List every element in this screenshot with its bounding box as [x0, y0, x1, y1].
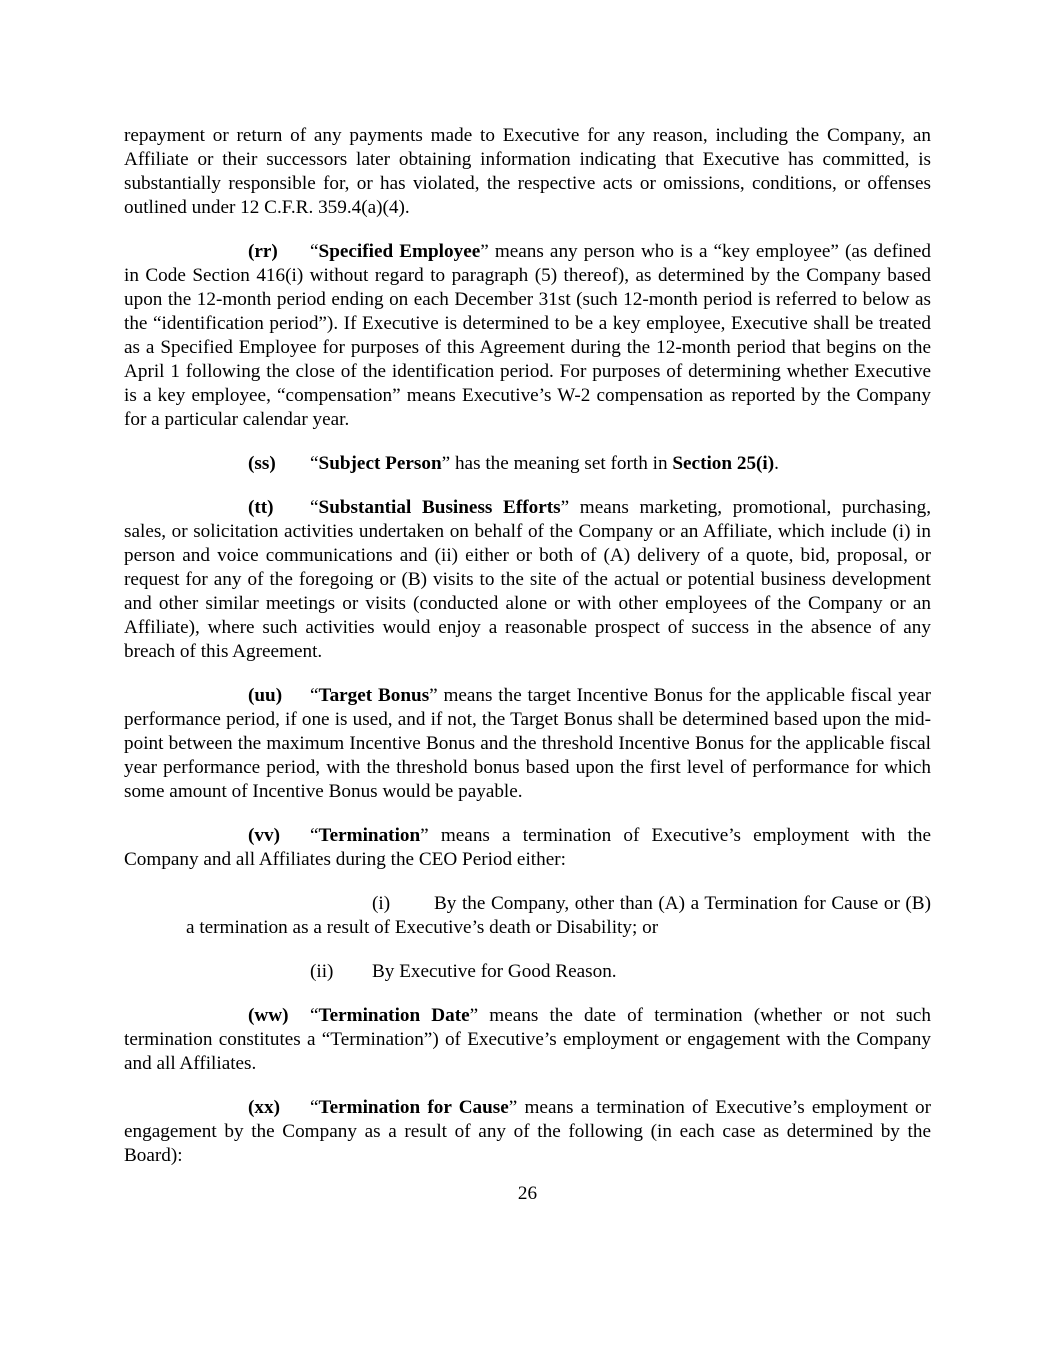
definition-label: (ww) — [248, 1005, 289, 1026]
definition-ss — [124, 452, 931, 476]
item-label: (i) — [372, 893, 391, 914]
defined-term: Specified Employee — [318, 241, 481, 262]
definition-tt — [124, 496, 931, 664]
definition-body: ” means a termination of Executive’s employment or engagement by the Company as a result of any of the following (in each case as determined by the Board): — [124, 1097, 931, 1166]
definition-label: (tt) — [248, 497, 274, 518]
item-text: By Executive for Good Reason. — [372, 961, 617, 982]
open-quote: “ — [310, 1097, 319, 1118]
definition-vv — [124, 824, 931, 872]
open-quote: “ — [310, 241, 319, 262]
definition-label: (vv) — [248, 825, 280, 846]
section-reference: Section 25(i) — [672, 453, 775, 474]
document-page — [124, 124, 931, 1188]
defined-term: Substantial Business Efforts — [318, 497, 561, 518]
open-quote: “ — [310, 825, 319, 846]
definition-xx — [124, 1096, 931, 1168]
definition-body: ” means a termination of Executive’s employment with the Company and all Affiliates during the CEO Period either: — [124, 825, 931, 870]
definition-rr — [124, 240, 931, 432]
open-quote: “ — [310, 497, 319, 518]
definition-body: ” has the meaning set forth in — [441, 453, 673, 474]
definition-body: ” means marketing, promotional, purchasing, sales, or solicitation activities undertaken on behalf of the Company or an Affiliate, which include (i) in person and voice communications and (ii) either or both of (A) delivery of a quote, bid, proposal, or request for any of the foregoing or (B) visits to the site of the actual or potential business development and other similar meetings or visits (conducted alone or with other employees of the Company or an Affiliate), where such activities would enjoy a reasonable prospect of success in the absence of any breach of this Agreement. — [124, 497, 931, 662]
definition-body: ” means the target Incentive Bonus for the applicable fiscal year performance period, if one is used, and if not, the Target Bonus shall be determined based upon the mid-point between the maximum Incentive Bonus and the threshold Incentive Bonus for the applicable fiscal year performance period, with the threshold bonus based upon the first level of performance for which some amount of Incentive Bonus would be payable. — [124, 685, 931, 802]
defined-term: Target Bonus — [318, 685, 430, 706]
item-label: (ii) — [310, 961, 334, 982]
definition-label: (uu) — [248, 685, 283, 706]
item-text: By the Company, other than (A) a Termination for Cause or (B) a termination as a result of Executive’s death or Disability; or — [186, 893, 931, 938]
open-quote: “ — [310, 1005, 319, 1026]
open-quote: “ — [310, 453, 319, 474]
defined-term: Subject Person — [318, 453, 442, 474]
intro-paragraph: repayment or return of any payments made to Executive for any reason, including the Company, an Affiliate or their successors later obtaining information indicating that Executive has committed, is substantially responsible for, or has violated, the respective acts or omissions, conditions, or offenses outlined under 12 C.F.R. 359.4(a)(4). — [124, 125, 931, 218]
definition-label: (ss) — [248, 453, 276, 474]
page-number: 26 — [517, 1183, 538, 1204]
definition-ww — [124, 1004, 931, 1076]
definition-body: ” means the date of termination (whether or not such termination constitutes a “Termination”) of Executive’s employment or engagement with the Company and all Affiliates. — [124, 1005, 931, 1074]
termination-item-i — [186, 892, 931, 940]
definition-label: (rr) — [248, 241, 278, 262]
open-quote: “ — [310, 685, 319, 706]
termination-item-ii — [124, 960, 931, 984]
defined-term: Termination Date — [318, 1005, 470, 1026]
definition-label: (xx) — [248, 1097, 280, 1118]
definition-body: ” means any person who is a “key employee” (as defined in Code Section 416(i) without regard to paragraph (5) thereof), as determined by the Company based upon the 12-month period ending on each December 31st (such 12-month period is referred to below as the “identification period”). If Executive is determined to be a key employee, Executive shall be treated as a Specified Employee for purposes of this Agreement during the 12-month period that begins on the April 1 following the close of the identification period. For purposes of determining whether Executive is a key employee, “compensation” means Executive’s W-2 compensation as reported by the Company for a particular calendar year. — [124, 241, 931, 430]
defined-term: Termination for Cause — [318, 1097, 509, 1118]
definition-tail: . — [774, 453, 779, 474]
definition-uu — [124, 684, 931, 804]
defined-term: Termination — [318, 825, 421, 846]
